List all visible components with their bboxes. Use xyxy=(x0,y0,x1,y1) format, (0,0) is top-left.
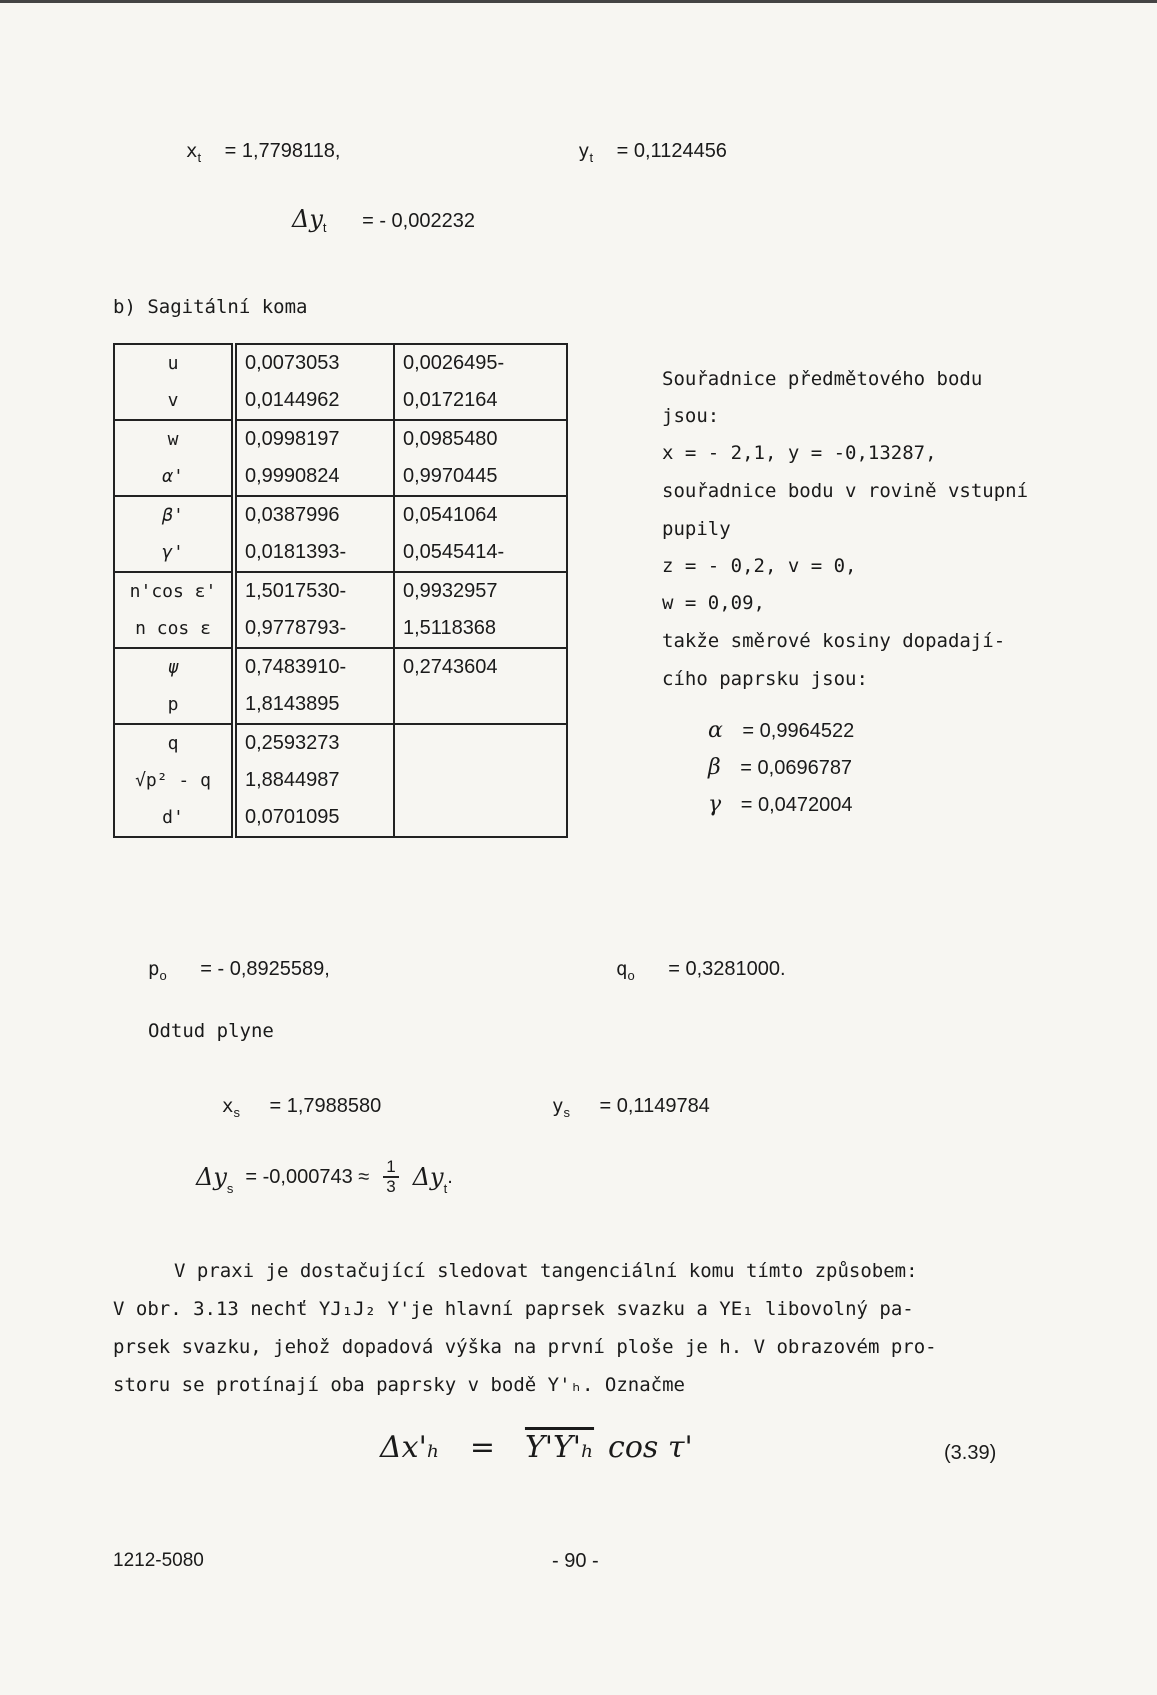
xs-label: x xyxy=(222,1095,234,1117)
value-column-1: 1,5017530- xyxy=(234,572,394,610)
q0-label: q xyxy=(616,958,628,980)
beta-label: β xyxy=(708,755,721,780)
paragraph-line-3: prsek svazku, jehož dopadová výška na první ploše je h. V obrazovém pro- xyxy=(113,1336,937,1358)
value-column-2: 0,9932957 xyxy=(394,572,567,610)
value-column-2 xyxy=(394,799,567,837)
side-line-1: Souřadnice předmětového bodu xyxy=(662,368,983,390)
table-row xyxy=(114,610,567,648)
gamma-row xyxy=(708,792,853,817)
dyt-value: = - 0,002232 xyxy=(362,210,475,232)
yt-sub: t xyxy=(589,150,594,165)
table-row xyxy=(114,799,567,837)
value-column-2: 1,5118368 xyxy=(403,617,497,639)
footer-code: 1212-5080 xyxy=(113,1550,204,1571)
gamma-value: = 0,0472004 xyxy=(740,794,853,816)
table-row xyxy=(114,724,567,762)
xs-row xyxy=(222,1095,381,1120)
table-row xyxy=(114,762,567,799)
table-row xyxy=(114,344,567,382)
side-line-2: jsou: xyxy=(662,405,720,427)
value-column-2 xyxy=(394,724,567,762)
value-column-1: 1,8844987 xyxy=(234,762,394,799)
equation-segment: Y'Y'ₕ xyxy=(524,1430,595,1465)
row-label: p xyxy=(114,686,234,724)
value-column-2: 0,0026495- xyxy=(403,352,505,374)
gamma-label: γ xyxy=(708,792,722,817)
beta-value: = 0,0696787 xyxy=(740,757,853,779)
value-column-1: 1,8143895 xyxy=(234,686,394,724)
value-column-1: 0,0701095 xyxy=(234,799,394,837)
alpha-value: = 0,9964522 xyxy=(742,720,855,742)
yt-label: y xyxy=(578,140,590,162)
yt-value: = 0,1124456 xyxy=(616,140,727,162)
side-line-6: z = - 0,2, v = 0, xyxy=(662,555,857,577)
value-column-2: 0,9970445 xyxy=(403,465,498,487)
row-label: d' xyxy=(114,799,234,837)
table-row xyxy=(114,496,567,534)
alpha-row xyxy=(708,718,854,743)
table-row xyxy=(114,686,567,724)
dys-tail: Δy xyxy=(412,1163,444,1191)
yt-row xyxy=(578,140,727,165)
side-line-7: w = 0,09, xyxy=(662,592,765,614)
xt-sub: t xyxy=(197,150,202,165)
side-line-3: x = - 2,1, y = -0,13287, xyxy=(662,442,937,464)
row-label: w xyxy=(114,420,234,458)
xs-value: = 1,7988580 xyxy=(269,1095,382,1117)
value-column-1: 0,9990824 xyxy=(234,458,394,496)
ys-row xyxy=(552,1095,710,1120)
row-label: γ' xyxy=(114,534,234,572)
sagittal-coma-table xyxy=(113,343,568,838)
xt-label: x xyxy=(186,140,198,162)
row-label: v xyxy=(114,382,234,420)
table-row xyxy=(114,572,567,610)
page-number: - 90 - xyxy=(552,1550,599,1572)
p0-sub: o xyxy=(159,968,167,983)
xt-row xyxy=(186,140,341,165)
value-column-2: 0,2743604 xyxy=(394,648,567,686)
row-label: q xyxy=(114,724,234,762)
table-row xyxy=(114,420,567,458)
paragraph-line-1: V praxi je dostačující sledovat tangenciální komu tímto způsobem: xyxy=(174,1260,918,1282)
equation-rhs: cos τ' xyxy=(608,1430,693,1465)
dys-row: Δy $_s$ = -0,000743 ≈ $\frac{1}{3}$ Δy $_t$ . xyxy=(196,1157,453,1196)
dyt-sub: t xyxy=(322,220,327,235)
value-column-2: 0,0985480 xyxy=(394,420,567,458)
xs-sub: s xyxy=(233,1105,240,1120)
odtud-plyne: Odtud plyne xyxy=(148,1020,274,1042)
side-line-5: pupily xyxy=(662,518,731,540)
equation-equals: = xyxy=(469,1430,495,1465)
equation xyxy=(380,1430,693,1465)
value-column-1: 0,9778793- xyxy=(234,610,394,648)
row-label: α' xyxy=(114,458,234,496)
dys-value: = -0,000743 ≈ xyxy=(245,1165,370,1188)
top-edge-line xyxy=(0,0,1157,3)
value-column-2 xyxy=(394,686,567,724)
ys-value: = 0,1149784 xyxy=(599,1095,710,1117)
q0-sub: o xyxy=(627,968,635,983)
dys-frac-num: 1 xyxy=(383,1158,398,1178)
q0-row xyxy=(616,958,786,983)
p0-value: = - 0,8925589, xyxy=(200,958,330,980)
dys-tail-sub: t xyxy=(443,1181,448,1196)
side-line-8: takže směrové kosiny dopadají- xyxy=(662,630,1006,652)
dys-sub: s xyxy=(226,1181,234,1196)
paragraph-line-2: V obr. 3.13 nechť YJ₁J₂ Y'je hlavní paprsek svazku a YE₁ libovolný pa- xyxy=(113,1298,914,1320)
value-column-1: 0,0998197 xyxy=(234,420,394,458)
dys-label: Δy xyxy=(196,1163,227,1191)
value-column-1: 0,0144962 xyxy=(234,382,394,420)
table-row xyxy=(114,648,567,686)
equation-lhs: Δx'ₕ xyxy=(380,1430,440,1465)
paragraph-line-4: storu se protínají oba paprsky v bodě Y'ₕ. Označme xyxy=(113,1374,685,1396)
q0-value: = 0,3281000. xyxy=(668,958,786,980)
table-row xyxy=(114,534,567,572)
row-label: ψ xyxy=(114,648,234,686)
table-row xyxy=(114,458,567,496)
alpha-label: α xyxy=(708,718,723,743)
row-label: n'cos ε' xyxy=(114,572,234,610)
value-column-2: 0,0545414- xyxy=(403,541,505,563)
ys-label: y xyxy=(552,1095,564,1117)
beta-row xyxy=(708,755,852,780)
row-label: n cos ε xyxy=(114,610,234,648)
side-line-4: souřadnice bodu v rovině vstupní xyxy=(662,480,1029,502)
table-row xyxy=(114,382,567,420)
value-column-1: 0,7483910- xyxy=(234,648,394,686)
dys-frac-den: 3 xyxy=(386,1177,396,1196)
value-column-2 xyxy=(394,762,567,799)
value-column-2: 0,0541064 xyxy=(394,496,567,534)
dyt-label: Δy xyxy=(292,205,323,233)
dys-fraction xyxy=(383,1158,398,1196)
value-column-1: 0,0181393- xyxy=(234,534,394,572)
equation-number: (3.39) xyxy=(944,1442,997,1464)
p0-label: p xyxy=(148,958,160,980)
ys-sub: s xyxy=(563,1105,570,1120)
value-column-1: 0,2593273 xyxy=(234,724,394,762)
value-column-1: 0,0073053 xyxy=(234,344,394,382)
xt-value: = 1,7798118, xyxy=(224,140,341,162)
row-label: √p² - q xyxy=(114,762,234,799)
value-column-2: 0,0172164 xyxy=(403,389,498,411)
row-label: u xyxy=(114,344,234,382)
dyt-row xyxy=(292,205,475,235)
row-label: β' xyxy=(114,496,234,534)
section-title: b) Sagitální koma xyxy=(113,296,308,318)
p0-row xyxy=(148,958,330,983)
side-line-9: cího paprsku jsou: xyxy=(662,668,868,690)
value-column-1: 0,0387996 xyxy=(234,496,394,534)
